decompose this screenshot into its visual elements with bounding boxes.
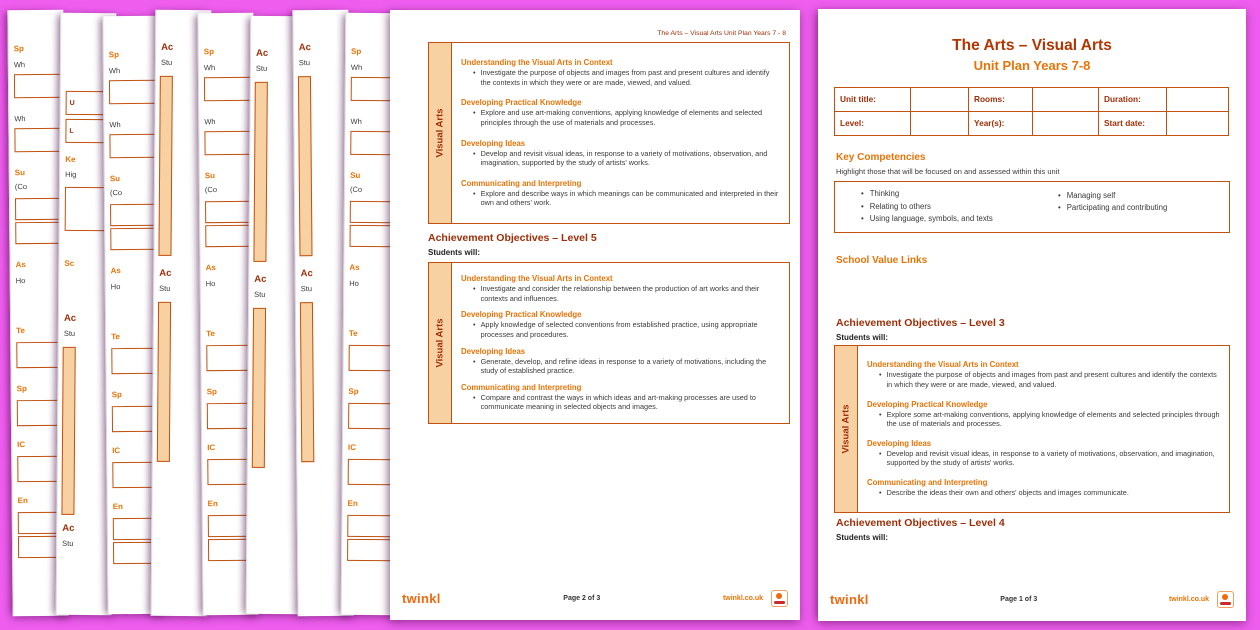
- text-fragment: Wh: [109, 120, 121, 130]
- text-fragment: Ac: [253, 273, 266, 285]
- section-bullet-text: • Apply knowledge of selected conventions from established practice, using appropriate processes and procedures.: [480, 320, 758, 339]
- key-competencies-instruction: Highlight those that will be focused on and assessed within this unit: [836, 167, 1060, 176]
- text-fragment: Sp: [16, 384, 27, 394]
- document-subtitle: Unit Plan Years 7-8: [973, 58, 1091, 73]
- section-bullet-text: • Generate, develop, and refine ideas in response to a variety of motivations, including the study of established practice.: [480, 356, 767, 376]
- key-competencies-column-1: [835, 188, 1032, 225]
- section-title: Understanding the Visual Arts in Context: [461, 274, 613, 284]
- competency-item: • Relating to others: [861, 201, 1032, 213]
- section-bullet: [461, 357, 780, 376]
- text-fragment: Sp: [206, 387, 217, 397]
- text-fragment: En: [17, 496, 28, 506]
- objectives-section: [867, 400, 1220, 429]
- objectives-section: [461, 179, 780, 208]
- text-fragment: Stu: [158, 283, 170, 293]
- start-date-value: [1167, 112, 1229, 136]
- text-fragment: As: [110, 266, 121, 276]
- school-value-links-heading: School Value Links: [836, 255, 928, 266]
- achievement-objectives-level4-heading: Achievement Objectives – Level 4: [836, 517, 1005, 529]
- section-title: Communicating and Interpreting: [867, 478, 988, 488]
- twinkl-url: twinkl.co.uk: [1168, 596, 1209, 603]
- objectives-section: [461, 383, 780, 412]
- section-title: Communicating and Interpreting: [461, 382, 582, 392]
- text-fragment: Wh: [108, 66, 121, 76]
- text-fragment: Ac: [61, 522, 75, 534]
- objectives-section: [461, 139, 780, 168]
- unit-info-table: [834, 87, 1229, 136]
- twinkl-logo: twinkl: [402, 591, 441, 606]
- competency-item: • Using language, symbols, and texts: [861, 213, 1032, 225]
- section-bullet-text: • Develop and revisit visual ideas, in response to a variety of motivations, observation, and imagination, supported by the study of artists' works.: [480, 148, 768, 168]
- students-will-label: Students will:: [836, 533, 888, 542]
- rooms-value: [1033, 88, 1099, 112]
- text-fragment: Stu: [255, 63, 267, 73]
- section-bullet: [461, 68, 780, 87]
- text-fragment: Su: [109, 174, 121, 184]
- section-bullet: [461, 149, 780, 168]
- text-fragment: Stu: [160, 57, 172, 67]
- section-bullet-text: • Explore and describe ways in which meanings can be communicated and interpreted in their own and others' work.: [480, 188, 779, 208]
- section-bullet: [461, 108, 780, 127]
- visual-arts-sidebar-fragment: [156, 302, 170, 462]
- text-fragment: Ac: [298, 42, 311, 54]
- text-fragment: Ho: [348, 278, 359, 288]
- text-fragment: Sp: [13, 44, 24, 54]
- key-competencies-box: [834, 181, 1230, 233]
- objectives-section: [461, 347, 780, 376]
- twinkl-badge-icon: [1217, 591, 1234, 608]
- visual-arts-sidebar-fragment: [61, 347, 75, 515]
- objectives-section: [461, 274, 780, 303]
- visual-arts-sidebar-fragment: [253, 82, 267, 262]
- text-fragment: (Co: [204, 185, 218, 195]
- objectives-section: [461, 310, 780, 339]
- text-fragment: Ac: [63, 312, 76, 324]
- text-fragment: Su: [204, 171, 216, 181]
- text-fragment: Su: [14, 168, 26, 178]
- visual-arts-sidebar-label: Visual Arts: [840, 404, 852, 454]
- text-fragment: Sp: [347, 386, 359, 396]
- section-title: Understanding the Visual Arts in Context: [867, 360, 1019, 370]
- text-fragment: Te: [206, 329, 215, 339]
- objectives-content: [452, 43, 789, 223]
- objectives-section: [461, 98, 780, 127]
- level-label: Level:: [835, 112, 911, 136]
- visual-arts-objectives-box-level3: [834, 345, 1230, 513]
- achievement-objectives-level3-heading: Achievement Objectives – Level 3: [836, 317, 1005, 329]
- section-title: Developing Practical Knowledge: [461, 310, 582, 320]
- stack-top-page: [390, 10, 800, 620]
- text-fragment: Stu: [298, 58, 311, 68]
- key-competencies-heading: Key Competencies: [836, 152, 926, 163]
- visual-arts-sidebar-fragment: [251, 308, 265, 468]
- text-fragment: (Co: [109, 188, 123, 198]
- text-fragment: Ac: [255, 47, 268, 59]
- section-bullet: [867, 370, 1220, 389]
- students-will-label: Students will:: [428, 248, 480, 257]
- start-date-label: Start date:: [1099, 112, 1167, 136]
- section-bullet: [867, 449, 1220, 468]
- text-fragment: Sp: [111, 390, 122, 400]
- section-bullet-text: • Investigate and consider the relationship between the production of art works and their contexts and influences.: [480, 284, 760, 303]
- text-fragment: Su: [349, 170, 360, 180]
- visual-arts-sidebar-fragment: [298, 76, 313, 256]
- competency-item: • Participating and contributing: [1058, 202, 1229, 214]
- objectives-section: [461, 58, 780, 87]
- text-fragment: Te: [348, 328, 358, 338]
- text-fragment: (Co: [349, 184, 362, 194]
- text-fragment: Sp: [350, 46, 361, 56]
- section-title: Developing Practical Knowledge: [461, 98, 582, 108]
- competency-item: • Managing self: [1058, 190, 1229, 202]
- section-title: Developing Ideas: [867, 438, 932, 448]
- visual-arts-sidebar-fragment: [300, 302, 314, 462]
- section-bullet-text: • Explore and use art-making conventions, applying knowledge of elements and selected principles through the use of materials and processes.: [480, 108, 763, 127]
- section-bullet: [461, 189, 780, 208]
- text-fragment: Stu: [300, 284, 313, 294]
- text-fragment: Stu: [61, 538, 73, 548]
- text-fragment: Stu: [63, 328, 75, 338]
- section-title: Developing Ideas: [461, 346, 526, 356]
- objectives-section: [867, 439, 1220, 468]
- visual-arts-objectives-box-level4: [428, 42, 790, 224]
- text-fragment: Stu: [253, 289, 265, 299]
- text-fragment: Wh: [203, 63, 216, 73]
- visual-arts-sidebar-label: Visual Arts: [434, 108, 446, 158]
- page-header: The Arts – Visual Arts Unit Plan Years 7 - 8: [657, 30, 786, 37]
- section-title: Developing Ideas: [461, 138, 526, 148]
- text-fragment: Wh: [14, 114, 26, 124]
- students-will-label: Students will:: [836, 333, 888, 342]
- text-fragment: Wh: [13, 60, 26, 70]
- page-footer: [830, 591, 1234, 608]
- document-title: The Arts – Visual Arts: [952, 37, 1112, 54]
- unit-title-value: [911, 88, 969, 112]
- key-competencies-column-2: [1032, 182, 1229, 215]
- twinkl-logo: twinkl: [830, 592, 869, 607]
- section-bullet-text: • Investigate the purpose of objects and images from past and present cultures and identify the contexts in which they were or are made, viewed, and valued.: [480, 68, 770, 87]
- section-title: Communicating and Interpreting: [461, 178, 582, 188]
- visual-arts-sidebar: [835, 346, 858, 512]
- text-fragment: Sp: [203, 47, 214, 57]
- text-fragment: Wh: [349, 116, 362, 126]
- text-fragment: Ho: [110, 282, 121, 292]
- text-fragment: IC: [347, 442, 356, 452]
- text-fragment: Ac: [160, 41, 173, 53]
- text-fragment: Wh: [350, 62, 362, 72]
- visual-arts-sidebar: [429, 263, 452, 423]
- twinkl-badge-icon: [771, 590, 788, 607]
- section-bullet-text: • Explore some art-making conventions, applying knowledge of elements and selected principles through the use of materials and processes.: [886, 409, 1220, 429]
- achievement-objectives-level5-heading: Achievement Objectives – Level 5: [428, 232, 597, 244]
- section-bullet-text: • Compare and contrast the ways in which ideas and art-making processes are used to communicate meaning in selected objects and images.: [480, 392, 756, 412]
- years-label: Year(s):: [969, 112, 1033, 136]
- text-fragment: IC: [112, 446, 121, 456]
- text-fragment: Ke: [64, 154, 75, 164]
- section-bullet: [867, 410, 1220, 429]
- text-fragment: En: [207, 499, 218, 509]
- page-number: Page 2 of 3: [563, 595, 601, 602]
- rooms-label: Rooms:: [969, 88, 1033, 112]
- section-bullet-text: • Investigate the purpose of objects and images from past and present cultures and identify the contexts in which they were or are made, viewed, and valued.: [886, 370, 1217, 389]
- duration-value: [1167, 88, 1229, 112]
- visual-arts-sidebar: [429, 43, 452, 223]
- section-bullet: [461, 393, 780, 412]
- text-fragment: En: [346, 498, 358, 508]
- unit-title-label: Unit title:: [835, 88, 911, 112]
- visual-arts-sidebar-fragment: [158, 76, 172, 256]
- text-fragment: Ac: [300, 268, 313, 280]
- section-title: Understanding the Visual Arts in Context: [461, 58, 613, 68]
- section-bullet: [461, 284, 780, 303]
- page-footer: [402, 590, 788, 607]
- text-fragment: Wh: [204, 117, 216, 127]
- objectives-section: [867, 478, 1220, 497]
- text-fragment: Ac: [158, 267, 172, 279]
- field-label-fragment: U: [69, 99, 75, 107]
- text-fragment: Sc: [63, 258, 74, 268]
- text-fragment: Hig: [64, 169, 76, 179]
- duration-label: Duration:: [1099, 88, 1167, 112]
- text-fragment: IC: [207, 443, 216, 453]
- section-title: Developing Practical Knowledge: [867, 399, 988, 409]
- text-fragment: Sp: [108, 50, 120, 60]
- section-bullet-text: • Develop and revisit visual ideas, in response to a variety of motivations, observation, and imagination, supported by the study of artists' works.: [886, 448, 1215, 468]
- visual-arts-objectives-box-level5: [428, 262, 790, 424]
- text-fragment: As: [205, 263, 216, 273]
- page-number: Page 1 of 3: [1000, 596, 1038, 603]
- field-label-fragment: L: [68, 127, 74, 135]
- text-fragment: As: [348, 262, 360, 272]
- section-bullet: [867, 488, 1220, 497]
- section-bullet-text: • Describe the ideas their own and others' objects and images communicate.: [886, 488, 1129, 498]
- main-page: [818, 9, 1246, 621]
- text-fragment: Ho: [15, 276, 26, 286]
- level-value: [911, 112, 969, 136]
- text-fragment: (Co: [14, 182, 28, 192]
- text-fragment: Te: [16, 326, 25, 336]
- text-fragment: IC: [17, 440, 26, 450]
- text-fragment: Ho: [205, 279, 216, 289]
- text-fragment: En: [112, 502, 123, 512]
- years-value: [1033, 112, 1099, 136]
- objectives-section: [867, 360, 1220, 389]
- text-fragment: Te: [111, 332, 120, 342]
- objectives-content: [858, 346, 1229, 512]
- visual-arts-sidebar-label: Visual Arts: [434, 318, 446, 368]
- section-bullet: [461, 320, 780, 339]
- objectives-content: [452, 263, 789, 423]
- competency-item: • Thinking: [861, 188, 1032, 200]
- text-fragment: As: [15, 260, 26, 270]
- twinkl-url: twinkl.co.uk: [722, 595, 763, 602]
